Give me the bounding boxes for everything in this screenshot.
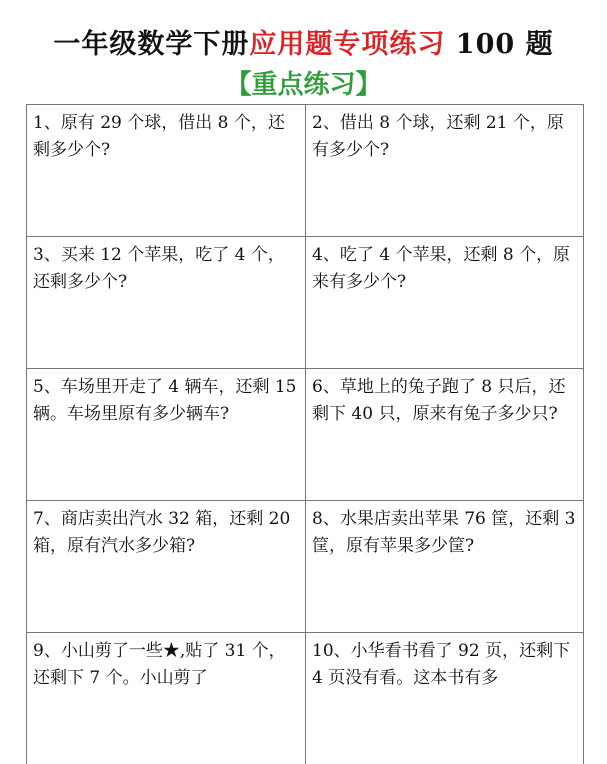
problem-text: 9、小山剪了一些★,贴了 31 个，还剩下 7 个。小山剪了 — [33, 641, 286, 688]
problem-row — [27, 105, 583, 237]
problem-text: 3、买来 12 个苹果，吃了 4 个，还剩多少个? — [33, 245, 285, 292]
problem-cell-10 — [305, 633, 583, 764]
problem-text: 2、借出 8 个球，还剩 21 个，原有多少个? — [312, 113, 564, 160]
problem-cell-8 — [305, 501, 583, 632]
problem-text: 4、吃了 4 个苹果，还剩 8 个，原来有多少个? — [312, 245, 571, 292]
problem-row — [27, 633, 583, 764]
problem-row — [27, 237, 583, 369]
problem-cell-1 — [27, 105, 305, 236]
page-title — [0, 22, 607, 61]
problem-cell-2 — [305, 105, 583, 236]
problem-grid — [26, 104, 584, 764]
problem-text: 1、原有 29 个球，借出 8 个，还剩多少个? — [33, 113, 285, 160]
problem-cell-6 — [305, 369, 583, 500]
problem-text: 5、车场里开走了 4 辆车，还剩 15 辆。车场里原有多少辆车? — [33, 377, 297, 424]
problem-cell-3 — [27, 237, 305, 368]
problem-row — [27, 501, 583, 633]
title-part-1: 一年级数学下册 — [53, 29, 250, 60]
problem-cell-9 — [27, 633, 305, 764]
problem-row — [27, 369, 583, 501]
problem-cell-4 — [305, 237, 583, 368]
problem-cell-7 — [27, 501, 305, 632]
problem-text: 6、草地上的兔子跑了 8 只后，还剩下 40 只，原来有兔子多少只? — [312, 377, 566, 424]
problem-text: 10、小华看书看了 92 页，还剩下 4 页没有看。这本书有多 — [312, 641, 571, 688]
problem-text: 7、商店卖出汽水 32 箱，还剩 20 箱，原有汽水多少箱? — [33, 509, 291, 556]
problem-text: 8、水果店卖出苹果 76 筐，还剩 3 筐，原有苹果多少筐? — [312, 509, 576, 556]
page-subtitle: 【重点练习】 — [225, 70, 382, 100]
title-part-2: 应用题专项练习 — [249, 29, 446, 60]
problem-cell-5 — [27, 369, 305, 500]
title-part-3: 100 题 — [445, 29, 554, 60]
